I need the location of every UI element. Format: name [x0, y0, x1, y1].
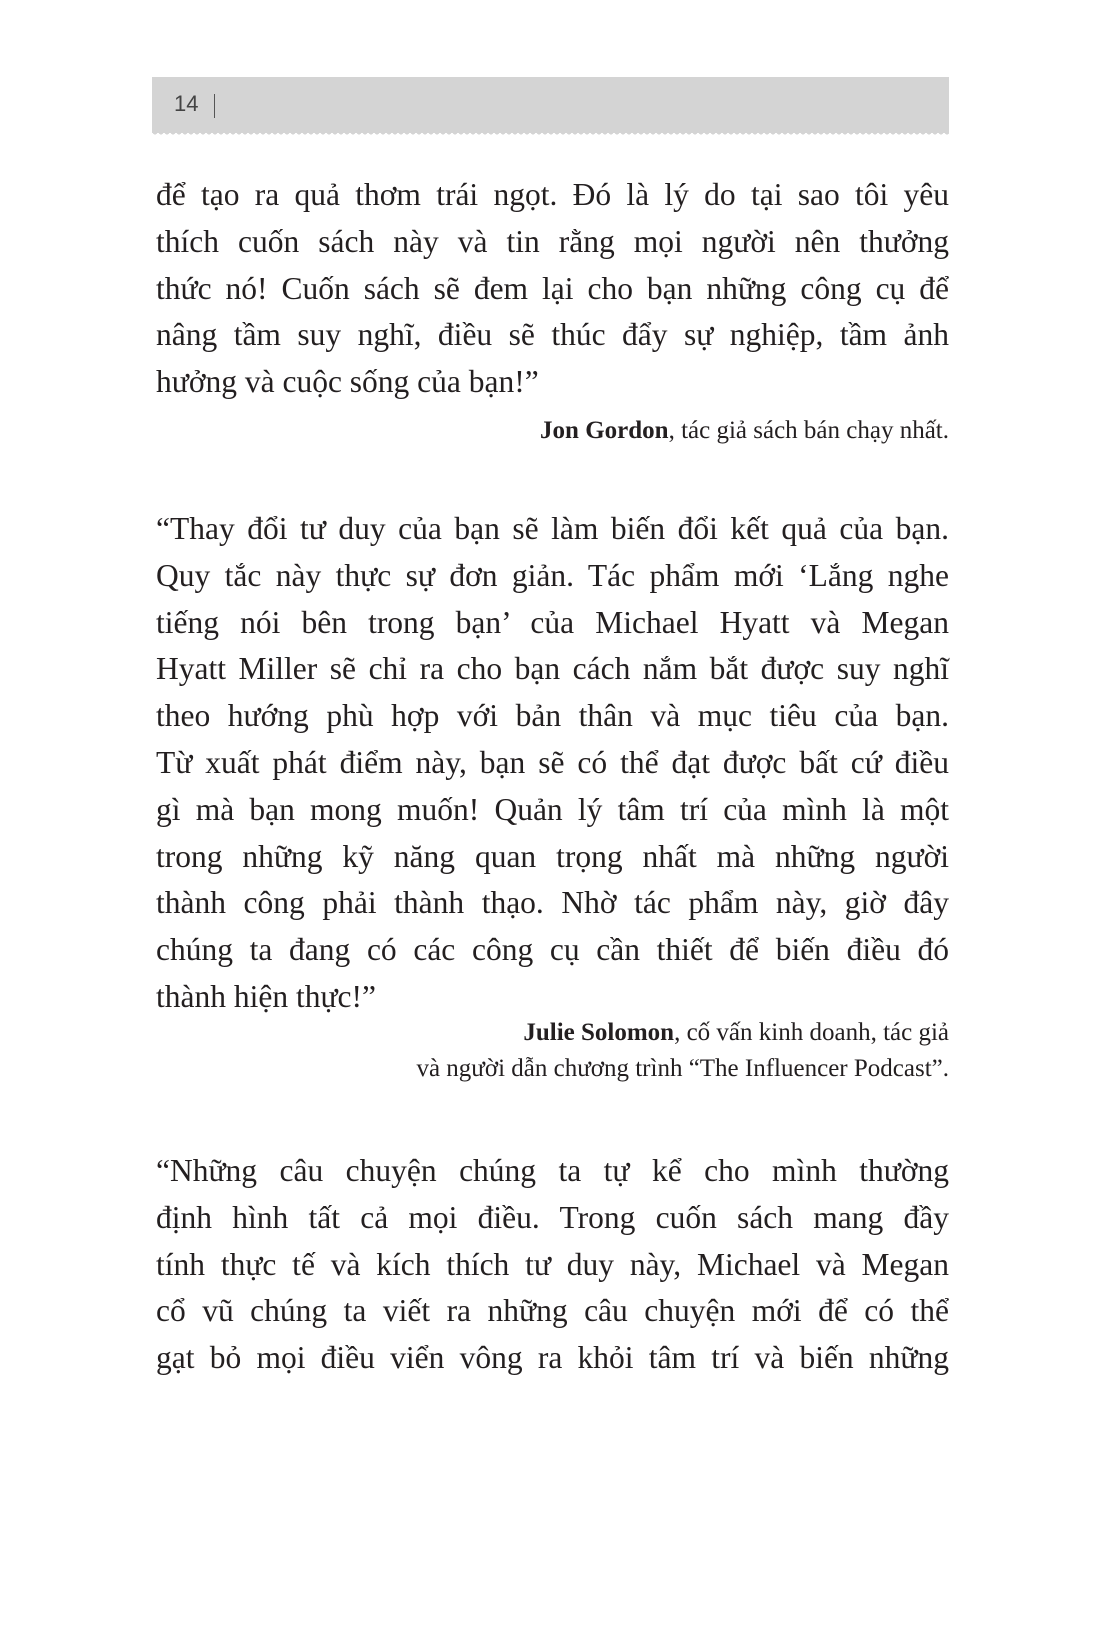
paragraph-line: tiếng nói bên trong bạn’ của Michael Hyatt và Megan — [156, 604, 949, 640]
paragraph-line: thành hiện thực!” — [156, 978, 376, 1014]
paragraph-line: nâng tầm suy nghĩ, điều sẽ thúc đẩy sự nghiệp, tầm ảnh — [156, 317, 949, 353]
paragraph-line: hưởng và cuộc sống của bạn!” — [156, 364, 539, 400]
paragraph-line: định hình tất cả mọi điều. Trong cuốn sách mang đầy — [156, 1199, 949, 1235]
paragraph-line: “Những câu chuyện chúng ta tự kể cho mình thường — [156, 1153, 949, 1188]
attribution-author: Jon Gordon — [540, 417, 669, 444]
attribution-description: , cố vấn kinh doanh, tác giả — [674, 1019, 949, 1046]
paragraph-line: thức nó! Cuốn sách sẽ đem lại cho bạn những công cụ để — [156, 270, 949, 306]
paragraph-line: gì mà bạn mong muốn! Quản lý tâm trí của mình là một — [156, 791, 949, 827]
attribution-julie-solomon — [416, 1015, 949, 1087]
paragraph-line: để tạo ra quả thơm trái ngọt. Đó là lý do tại sao tôi yêu — [156, 177, 949, 212]
paragraph-line: tính thực tế và kích thích tư duy này, Michael và Megan — [156, 1246, 949, 1282]
quote-jon-gordon — [156, 172, 949, 406]
attribution-description-line2: và người dẫn chương trình “The Influencer Podcast”. — [416, 1055, 949, 1082]
page-number: 14 — [174, 91, 199, 116]
paragraph-line: thích cuốn sách này và tin rằng mọi người nên thưởng — [156, 223, 949, 259]
paragraph-line: trong những kỹ năng quan trọng nhất mà những người — [156, 838, 949, 874]
paragraph-line: thành công phải thành thạo. Nhờ tác phẩm này, giờ đây — [156, 885, 949, 921]
paragraph-line: theo hướng phù hợp với bản thân và mục tiêu của bạn. — [156, 698, 949, 734]
paragraph-line: Hyatt Miller sẽ chỉ ra cho bạn cách nắm bắt được suy nghĩ — [156, 651, 949, 687]
paragraph-line: gạt bỏ mọi điều viển vông ra khỏi tâm trí và biến những — [156, 1340, 949, 1376]
attribution-author: Julie Solomon — [523, 1019, 675, 1046]
paragraph-line: cổ vũ chúng ta viết ra những câu chuyện mới để có thể — [156, 1293, 949, 1329]
attribution-description: , tác giả sách bán chạy nhất. — [668, 417, 949, 444]
paragraph-line: Quy tắc này thực sự đơn giản. Tác phẩm mới ‘Lắng nghe — [156, 557, 949, 593]
quote-third — [156, 1148, 949, 1382]
paragraph-line: “Thay đổi tư duy của bạn sẽ làm biến đổi kết quả của bạn. — [156, 511, 949, 546]
paragraph-line: chúng ta đang có các công cụ cần thiết để biến điều đó — [156, 932, 949, 968]
quote-julie-solomon — [156, 506, 949, 1021]
attribution-jon-gordon — [540, 413, 949, 449]
page-header — [152, 77, 949, 133]
paragraph-line: Từ xuất phát điểm này, bạn sẽ có thể đạt được bất cứ điều — [156, 744, 949, 780]
header-divider — [214, 94, 215, 118]
